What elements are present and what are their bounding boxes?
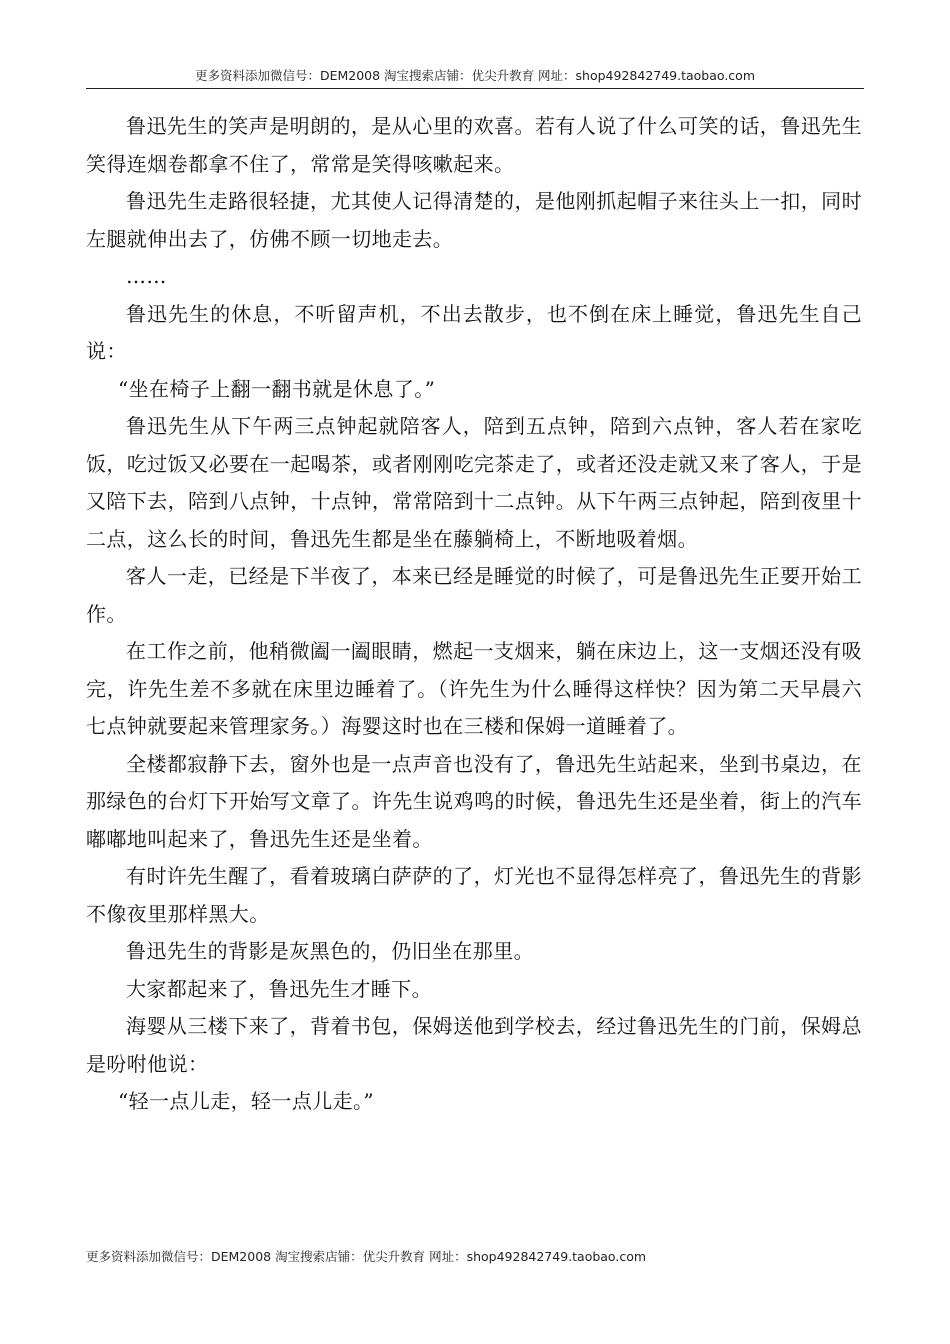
quote-paragraph: “轻一点儿走，轻一点儿走。” <box>118 1089 375 1113</box>
paragraph: 客人一走，已经是下半夜了，本来已经是睡觉的时候了，可是鲁迅先生正要开始工作。 <box>86 564 862 626</box>
page-header: 更多资料添加微信号：DEM2008 淘宝搜索店铺：优尖升教育 网址：shop492842749.taobao.com <box>86 66 864 89</box>
paragraph: 鲁迅先生走路很轻捷，尤其使人记得清楚的，是他刚抓起帽子来往头上一扣，同时左腿就伸出去了，仿佛不顾一切地走去。 <box>86 189 862 251</box>
page-footer: 更多资料添加微信号：DEM2008 淘宝搜索店铺：优尖升教育 网址：shop492842749.taobao.com <box>86 1249 647 1264</box>
document-body <box>86 108 862 1121</box>
paragraph: 海婴从三楼下来了，背着书包，保姆送他到学校去，经过鲁迅先生的门前，保姆总是吩咐他说： <box>86 1014 862 1076</box>
paragraph: 鲁迅先生的笑声是明朗的，是从心里的欢喜。若有人说了什么可笑的话，鲁迅先生笑得连烟卷都拿不住了，常常是笑得咳嗽起来。 <box>86 114 862 176</box>
paragraph: 鲁迅先生的背影是灰黑色的，仍旧坐在那里。 <box>126 939 534 963</box>
ellipsis-paragraph: …… <box>126 264 167 288</box>
paragraph: 在工作之前，他稍微阖一阖眼睛，燃起一支烟来，躺在床边上，这一支烟还没有吸完，许先生差不多就在床里边睡着了。（许先生为什么睡得这样快？因为第二天早晨六七点钟就要起来管理家务。）海婴这时也在三楼和保姆一道睡着了。 <box>86 639 862 738</box>
paragraph: 大家都起来了，鲁迅先生才睡下。 <box>126 976 432 1001</box>
paragraph: 鲁迅先生从下午两三点钟起就陪客人，陪到五点钟，陪到六点钟，客人若在家吃饭，吃过饭又必要在一起喝茶，或者刚刚吃完茶走了，或者还没走就又来了客人，于是又陪下去，陪到八点钟，十点钟，常常陪到十二点钟。从下午两三点钟起，陪到夜里十二点，这么长的时间，鲁迅先生都是坐在藤躺椅上，不断地吸着烟。 <box>86 414 862 551</box>
paragraph: 鲁迅先生的休息，不听留声机，不出去散步，也不倒在床上睡觉，鲁迅先生自己说： <box>86 301 862 363</box>
paragraph: 全楼都寂静下去，窗外也是一点声音也没有了，鲁迅先生站起来，坐到书桌边，在那绿色的台灯下开始写文章了。许先生说鸡鸣的时候，鲁迅先生还是坐着，街上的汽车嘟嘟地叫起来了，鲁迅先生还是坐着。 <box>86 751 862 851</box>
paragraph: 有时许先生醒了，看着玻璃白萨萨的了，灯光也不显得怎样亮了，鲁迅先生的背影不像夜里那样黑大。 <box>86 864 862 926</box>
quote-paragraph: “坐在椅子上翻一翻书就是休息了。” <box>118 376 436 401</box>
